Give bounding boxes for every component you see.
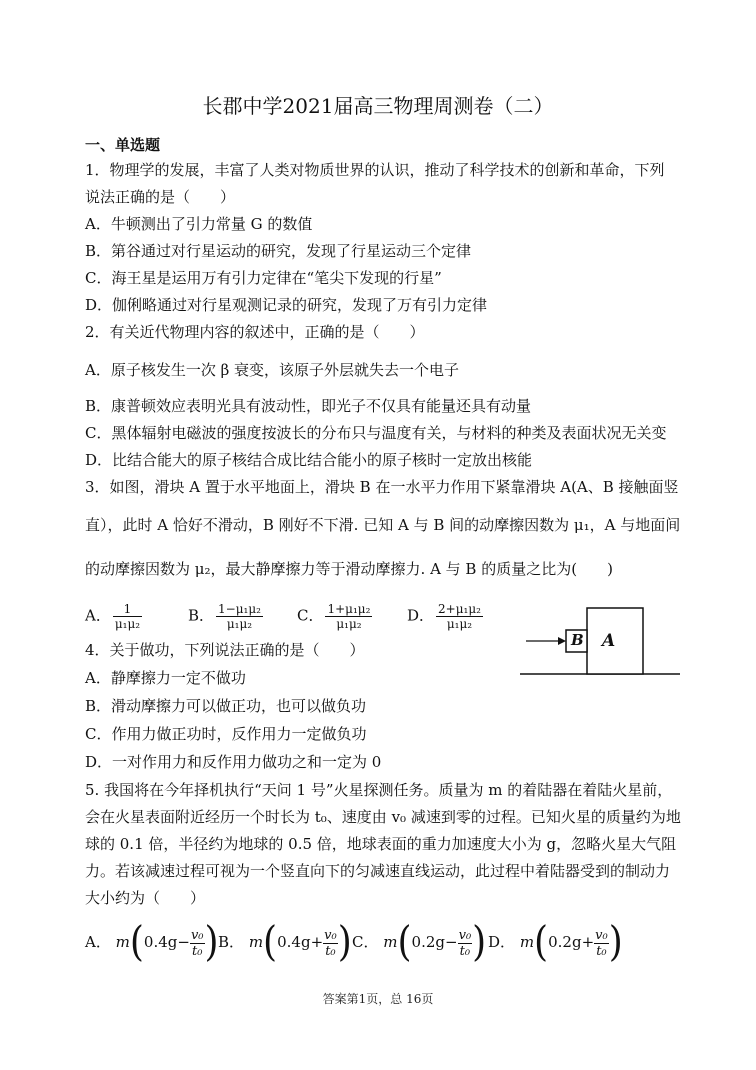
page-title: 长郡中学2021届高三物理周测卷（二）: [202, 94, 554, 118]
q5-option-a-mass: m: [115, 933, 130, 951]
q5-option-a-fraction: [190, 928, 205, 959]
page-footer: 答案第1页，总 16页: [322, 992, 434, 1006]
q3-option-c-label: C．: [297, 606, 324, 625]
q5-option-b-label: B．: [218, 933, 245, 951]
q5-option-c-sign: −: [445, 933, 458, 951]
q4-option-b: B．滑动摩擦力可以做正功，也可以做负功: [85, 697, 367, 715]
q5-option-c-label: C．: [352, 933, 379, 951]
q5-stem-line-5: 大小约为（ ）: [85, 889, 206, 907]
q1-option-c: C．海王星是运用万有引力定律在“笔尖下发现的行星”: [85, 269, 442, 287]
q3-stem-line-1: 3．如图，滑块 A 置于水平地面上，滑块 B 在一水平力作用下紧靠滑块 A(A、B 接触面竖: [85, 478, 679, 496]
q5-option-c-mass: m: [383, 933, 398, 951]
q5-stem-line-2: 会在火星表面附近经历一个时长为 t₀、速度由 v₀ 减速到零的过程。已知火星的质量约为地: [85, 808, 681, 826]
q5-option-c-denominator: t₀: [459, 943, 471, 959]
q5-option-a-coef: 0.4g: [143, 933, 178, 951]
q3-option-c: [297, 602, 374, 631]
q3-option-a-fraction: [113, 602, 142, 631]
q3-stem-line-2: 直），此时 A 恰好不滑动，B 刚好不下滑. 已知 A 与 B 间的动摩擦因数为 μ₁，A 与地面间: [85, 516, 681, 534]
q4-option-d: D．一对作用力和反作用力做功之和一定为 0: [85, 753, 382, 771]
q5-option-d-numerator: v₀: [595, 927, 608, 943]
q1-stem-line-1: 1．物理学的发展，丰富了人类对物质世界的认识，推动了科学技术的创新和革命，下列: [85, 161, 665, 179]
q3-option-c-denominator: μ₁μ₂: [336, 617, 362, 631]
q4-stem: 4．关于做功，下列说法正确的是（ ）: [85, 641, 365, 659]
force-arrow-head: [558, 637, 566, 645]
q3-option-c-fraction: [325, 602, 372, 631]
q5-option-b: B． m(0.4g+ $\frac{\text{v₀}}{\text{t₀}}$ ): [218, 918, 352, 966]
block-a-label: A: [602, 631, 616, 651]
q5-option-b-fraction: [323, 928, 338, 959]
q5-option-d-mass: m: [519, 933, 535, 951]
q5-option-d-label: D．: [488, 933, 516, 951]
q1-option-d: D．伽俐略通过对行星观测记录的研究，发现了万有引力定律: [85, 296, 488, 314]
q3-option-b-numerator: 1−μ₁μ₂: [218, 602, 261, 616]
q2-stem: 2．有关近代物理内容的叙述中，正确的是（ ）: [85, 323, 425, 341]
q3-option-a: [85, 602, 144, 631]
q5-option-d-denominator: t₀: [596, 943, 607, 959]
q1-stem-line-2: 说法正确的是（ ）: [85, 188, 236, 206]
q3-option-a-numerator: 1: [113, 602, 142, 617]
q5-stem-line-4: 力。若该减速过程可视为一个竖直向下的匀减速直线运动，此过程中着陆器受到的制动力: [85, 862, 671, 880]
q5-option-a-denominator: t₀: [192, 943, 203, 959]
q5-option-b-coef: 0.4g: [277, 933, 311, 951]
q3-stem-line-3: 的动摩擦因数为 μ₂，最大静摩擦力等于滑动摩擦力. A 与 B 的质量之比为( ): [85, 560, 613, 578]
q3-option-d-label: D．: [407, 606, 435, 625]
q3-option-d-numerator: 2+μ₁μ₂: [438, 602, 481, 616]
q5-option-c: C． m(0.2g− $\frac{\text{v₀}}{\text{t₀}}$ ): [352, 918, 487, 966]
q2-option-c: C．黑体辐射电磁波的强度按波长的分布只与温度有关，与材料的种类及表面状况无关变: [85, 424, 667, 442]
q4-option-c: C．作用力做正功时，反作用力一定做负功: [85, 725, 367, 743]
q5-option-d-sign: +: [581, 933, 595, 951]
q2-option-b: B．康普顿效应表明光具有波动性，即光子不仅具有能量还具有动量: [85, 397, 532, 415]
q5-option-a-numerator: v₀: [190, 927, 204, 943]
q4-option-a: A．静摩擦力一定不做功: [85, 669, 246, 687]
q5-option-a-sign: −: [177, 933, 190, 951]
q2-option-a: A．原子核发生一次 β 衰变，该原子外层就失去一个电子: [85, 361, 460, 379]
q1-option-a: A．牛顿测出了引力常量 G 的数值: [85, 215, 313, 233]
q5-option-b-sign: +: [310, 933, 324, 951]
q3-option-c-numerator: 1+μ₁μ₂: [327, 602, 371, 616]
q5-option-a-label: A．: [85, 933, 111, 951]
q2-option-d: D．比结合能大的原子核结合成比结合能小的原子核时一定放出核能: [85, 451, 533, 469]
q5-option-b-mass: m: [248, 933, 264, 951]
q5-option-b-numerator: v₀: [324, 927, 337, 943]
q5-option-c-coef: 0.2g: [411, 933, 446, 951]
q5-option-c-fraction: [458, 928, 473, 959]
q5-stem-line-3: 球的 0.1 倍，半径约为地球的 0.5 倍，地球表面的重力加速度大小为 g，忽略火星大气阻: [85, 835, 677, 853]
q5-option-a: A． m(0.4g− $\frac{\text{v₀}}{\text{t₀}}$ ): [85, 918, 219, 966]
q3-option-d-denominator: μ₁μ₂: [446, 617, 473, 631]
block-b-label: B: [571, 631, 584, 649]
q3-option-d: [407, 602, 485, 631]
q1-option-b: B．第谷通过对行星运动的研究，发现了行星运动三个定律: [85, 242, 472, 260]
q3-option-a-label: A．: [85, 606, 111, 625]
q3-option-b: [188, 602, 265, 631]
q3-option-a-denominator: μ₁μ₂: [114, 617, 141, 631]
q5-option-d-fraction: [594, 928, 609, 959]
q5-stem-line-1: 5. 我国将在今年择机执行“天问 1 号”火星探测任务。质量为 m 的着陆器在着陆火星前，: [85, 781, 673, 799]
q5-option-b-denominator: t₀: [325, 943, 336, 959]
q3-option-b-denominator: μ₁μ₂: [226, 617, 253, 631]
q3-option-b-fraction: [216, 602, 263, 631]
q5-option-d-coef: 0.2g: [548, 933, 582, 951]
q3-option-d-fraction: [436, 602, 483, 631]
q3-figure: [520, 600, 680, 680]
section-heading: 一、单选题: [85, 136, 161, 154]
q3-option-b-label: B．: [188, 606, 215, 625]
q5-option-d: D． m(0.2g+ $\frac{\text{v₀}}{\text{t₀}}$ ): [488, 918, 623, 966]
q5-option-c-numerator: v₀: [458, 927, 472, 943]
